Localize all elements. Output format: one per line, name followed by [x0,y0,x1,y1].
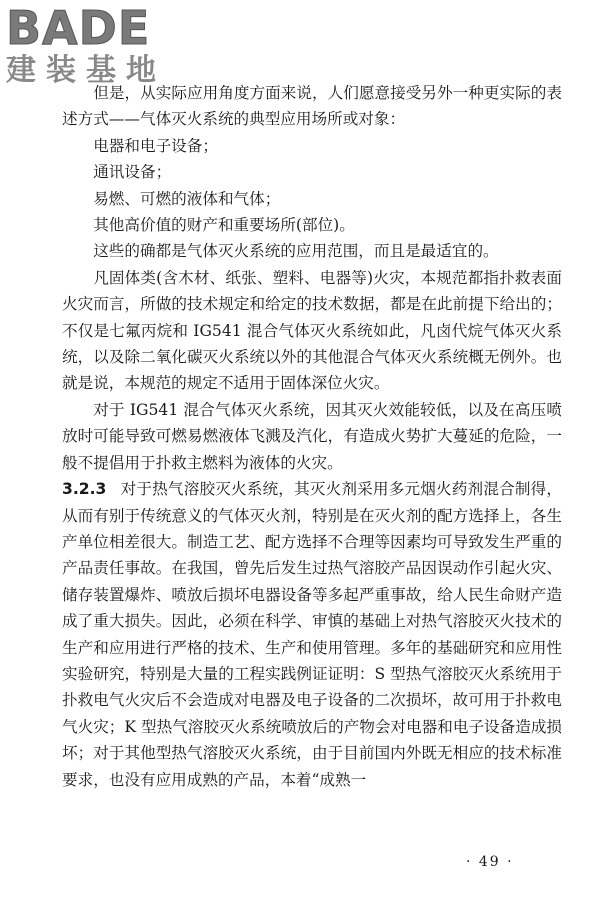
logo-brand: BADE [6,1,151,55]
section-number: 3.2.3 [62,480,107,499]
paragraph-ig541: 对于 IG541 混合气体灭火系统，因其灭火效能较低，以及在高压喷放时可能导致可燃易燃液体飞溅及汽化，有造成火势扩大蔓延的危险，一般不提倡用于扑救主燃料为液体的火灾。 [62,400,562,472]
paragraph-intro: 但是，从实际应用角度方面来说，人们愿意接受另外一种更实际的表述方式——气体灭火系统的典型应用场所或对象： [62,84,562,129]
section-text: 对于热气溶胶灭火系统，其灭火剂采用多元烟火药剂混合制得，从而有别于传统意义的气体灭火剂，特别是在灭火剂的配方选择上，各生产单位相差很大。制造工艺、配方选择不合理等因素均可导致发生严重的产品责任事故。在我国，曾先后发生过热气溶胶产品因误动作引起火灾、储存装置爆炸、喷放后损坏电器设备等多起严重事故，给人民生命财产造成了重大损失。因此，必须在科学、审慎的基础上对热气溶胶灭火技术的生产和应用进行严格的技术、生产和使用管理。多年的基础研究和应用性实验研究，特别是大量的工程实践例证证明：S 型热气溶胶灭火系统用于扑救电气火灾后不会造成对电器及电子设备的二次损坏，故可用于扑救电气火灾；K 型热气溶胶灭火系统喷放后的产物会对电器和电子设备造成损坏；对于其他型热气溶胶灭火系统，由于目前国内外既无相应的技术标准要求，也没有应用成熟的产品，本着“成熟一 [62,480,563,789]
list-item: 其他高价值的财产和重要场所(部位)。 [93,216,355,235]
paragraph-solid-fire: 凡固体类(含木材、纸张、塑料、电器等)火灾，本规范都指扑救表面火灾而言，所做的技术规定和给定的技术数据，都是在此前提下给出的；不仅是七氟丙烷和 IG541 混合气体灭火系统如此，凡卤代烷气体灭火系统，以及除二氧化碳灭火系统以外的其他混合气体灭火系统概无例外。也就是说，本规范的规定不适用于固体深位火灾。 [62,268,562,393]
list-item: 电器和电子设备； [93,136,218,155]
paragraph-suitable: 这些的确都是气体灭火系统的应用范围，而且是最适宜的。 [93,242,499,261]
list-item: 通讯设备； [93,163,172,182]
list-item: 易燃、可燃的液体和气体； [93,189,281,208]
section-3-2-3 [62,476,562,793]
page-body [62,80,562,793]
page-number: · 49 · [466,854,514,870]
logo-subtitle: 建装基地 [6,53,166,88]
